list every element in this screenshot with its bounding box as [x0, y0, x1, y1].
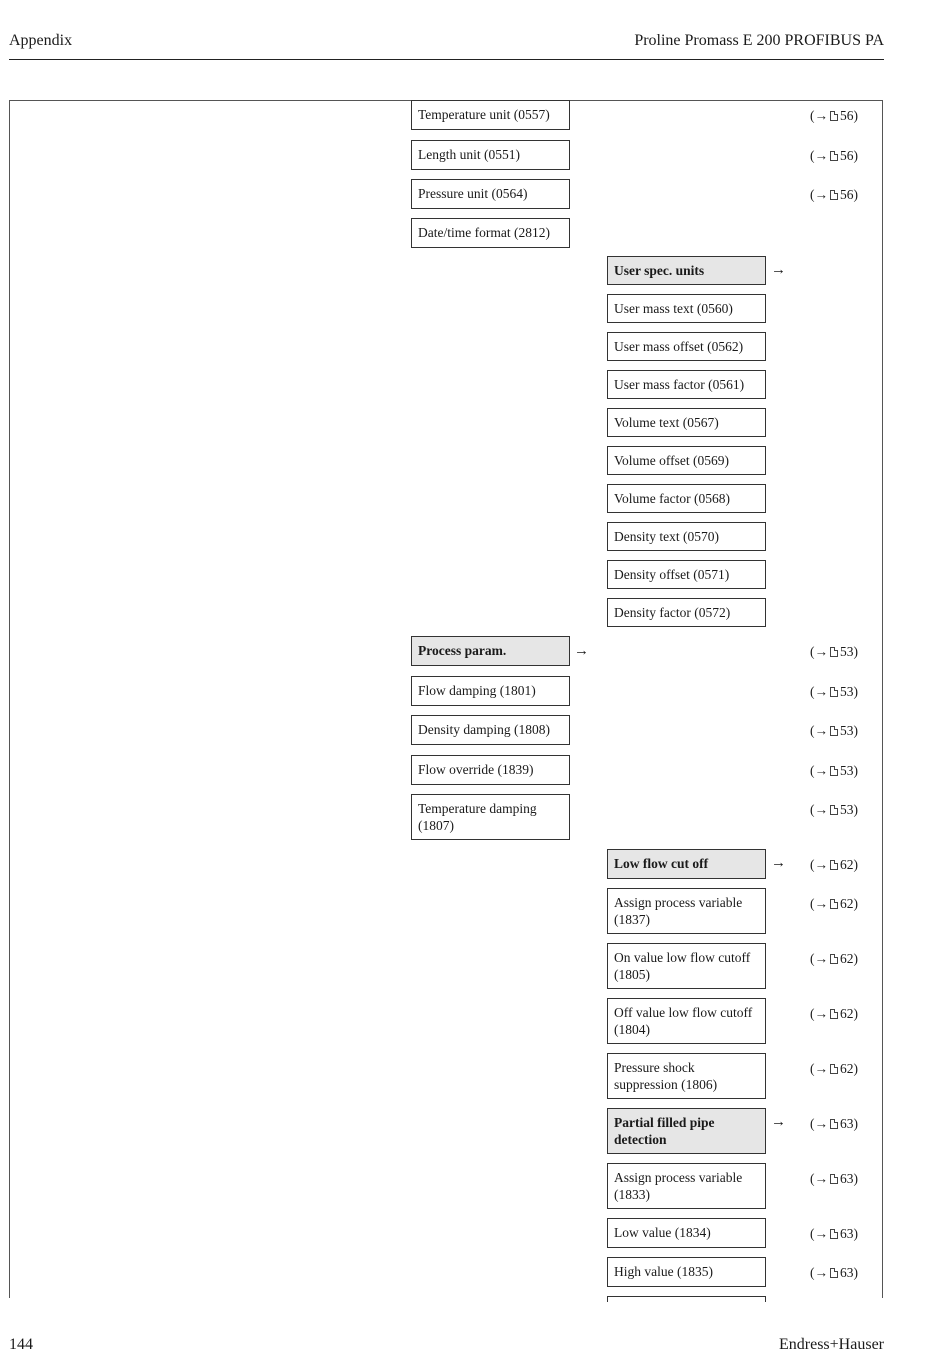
menu-item-off-value-low-flow-cutoff: Off value low flow cutoff (1804) — [607, 998, 766, 1044]
menu-item-volume-text: Volume text (0567) — [607, 408, 766, 437]
menu-item-low-value: Low value (1834) — [607, 1218, 766, 1248]
submenu-arrow-icon: → — [771, 262, 786, 278]
page-number: 144 — [9, 1336, 33, 1353]
page-icon — [830, 687, 838, 697]
menu-item-flow-damping: Flow damping (1801) — [411, 676, 570, 706]
footer-brand: Endress+Hauser — [779, 1336, 884, 1353]
page-ref: (→ 56) — [810, 148, 858, 163]
submenu-arrow-icon: → — [574, 643, 589, 659]
page-ref: (→ 56) — [810, 187, 858, 202]
menu-item-temperature-unit: Temperature unit (0557) — [411, 100, 570, 130]
page-icon — [830, 1064, 838, 1074]
page-icon — [830, 1268, 838, 1278]
submenu-partial-filled-pipe-detection: Partial filled pipe detection — [607, 1108, 766, 1154]
menu-item-user-mass-factor: User mass factor (0561) — [607, 370, 766, 399]
submenu-arrow-icon: → — [771, 1114, 786, 1130]
page-ref: (→ 62) — [810, 857, 858, 872]
menu-item-date-time-format: Date/time format (2812) — [411, 218, 570, 248]
submenu-user-spec-units: User spec. units — [607, 256, 766, 285]
page-icon — [830, 111, 838, 121]
page-ref: (→ 53) — [810, 684, 858, 699]
page-icon — [830, 647, 838, 657]
page-ref: (→ 56) — [810, 108, 858, 123]
page-icon — [830, 805, 838, 815]
menu-item-volume-offset: Volume offset (0569) — [607, 446, 766, 475]
page-ref: (→ 53) — [810, 644, 858, 659]
page-ref: (→ 62) — [810, 896, 858, 911]
page-ref: (→ 53) — [810, 723, 858, 738]
menu-item-user-mass-text: User mass text (0560) — [607, 294, 766, 323]
header-product: Proline Promass E 200 PROFIBUS PA — [634, 32, 884, 49]
menu-item-temperature-damping: Temperature damping (1807) — [411, 794, 570, 840]
page-ref: (→ 62) — [810, 951, 858, 966]
menu-item-assign-process-variable-1837: Assign process variable (1837) — [607, 888, 766, 934]
menu-item-user-mass-offset: User mass offset (0562) — [607, 332, 766, 361]
menu-item-density-damping: Density damping (1808) — [411, 715, 570, 745]
page-icon — [830, 1009, 838, 1019]
menu-item-high-value: High value (1835) — [607, 1257, 766, 1287]
header-section: Appendix — [9, 32, 73, 49]
submenu-arrow-icon: → — [771, 855, 786, 871]
page-ref: (→ 62) — [810, 1061, 858, 1076]
page-ref: (→ 63) — [810, 1226, 858, 1241]
menu-item-pressure-unit: Pressure unit (0564) — [411, 179, 570, 209]
page-icon — [830, 899, 838, 909]
page-ref: (→ 53) — [810, 802, 858, 817]
submenu-low-flow-cut-off: Low flow cut off — [607, 849, 766, 879]
page-icon — [830, 151, 838, 161]
header-rule — [9, 59, 884, 60]
page-icon — [830, 726, 838, 736]
menu-item-on-value-low-flow-cutoff: On value low flow cutoff (1805) — [607, 943, 766, 989]
menu-item-continued — [607, 1296, 766, 1302]
page-icon — [830, 1174, 838, 1184]
menu-item-pressure-shock-suppression: Pressure shock suppression (1806) — [607, 1053, 766, 1099]
menu-item-density-factor: Density factor (0572) — [607, 598, 766, 627]
page-icon — [830, 190, 838, 200]
page-icon — [830, 860, 838, 870]
menu-item-length-unit: Length unit (0551) — [411, 140, 570, 170]
page-ref: (→ 62) — [810, 1006, 858, 1021]
page-ref: (→ 63) — [810, 1171, 858, 1186]
page-icon — [830, 766, 838, 776]
page-icon — [830, 1229, 838, 1239]
page-icon — [830, 1119, 838, 1129]
page-ref: (→ 63) — [810, 1265, 858, 1280]
page-icon — [830, 954, 838, 964]
submenu-process-param: Process param. — [411, 636, 570, 666]
page-ref: (→ 63) — [810, 1116, 858, 1131]
menu-item-volume-factor: Volume factor (0568) — [607, 484, 766, 513]
menu-item-density-text: Density text (0570) — [607, 522, 766, 551]
menu-item-assign-process-variable-1833: Assign process variable (1833) — [607, 1163, 766, 1209]
menu-item-density-offset: Density offset (0571) — [607, 560, 766, 589]
menu-item-flow-override: Flow override (1839) — [411, 755, 570, 785]
page-ref: (→ 53) — [810, 763, 858, 778]
